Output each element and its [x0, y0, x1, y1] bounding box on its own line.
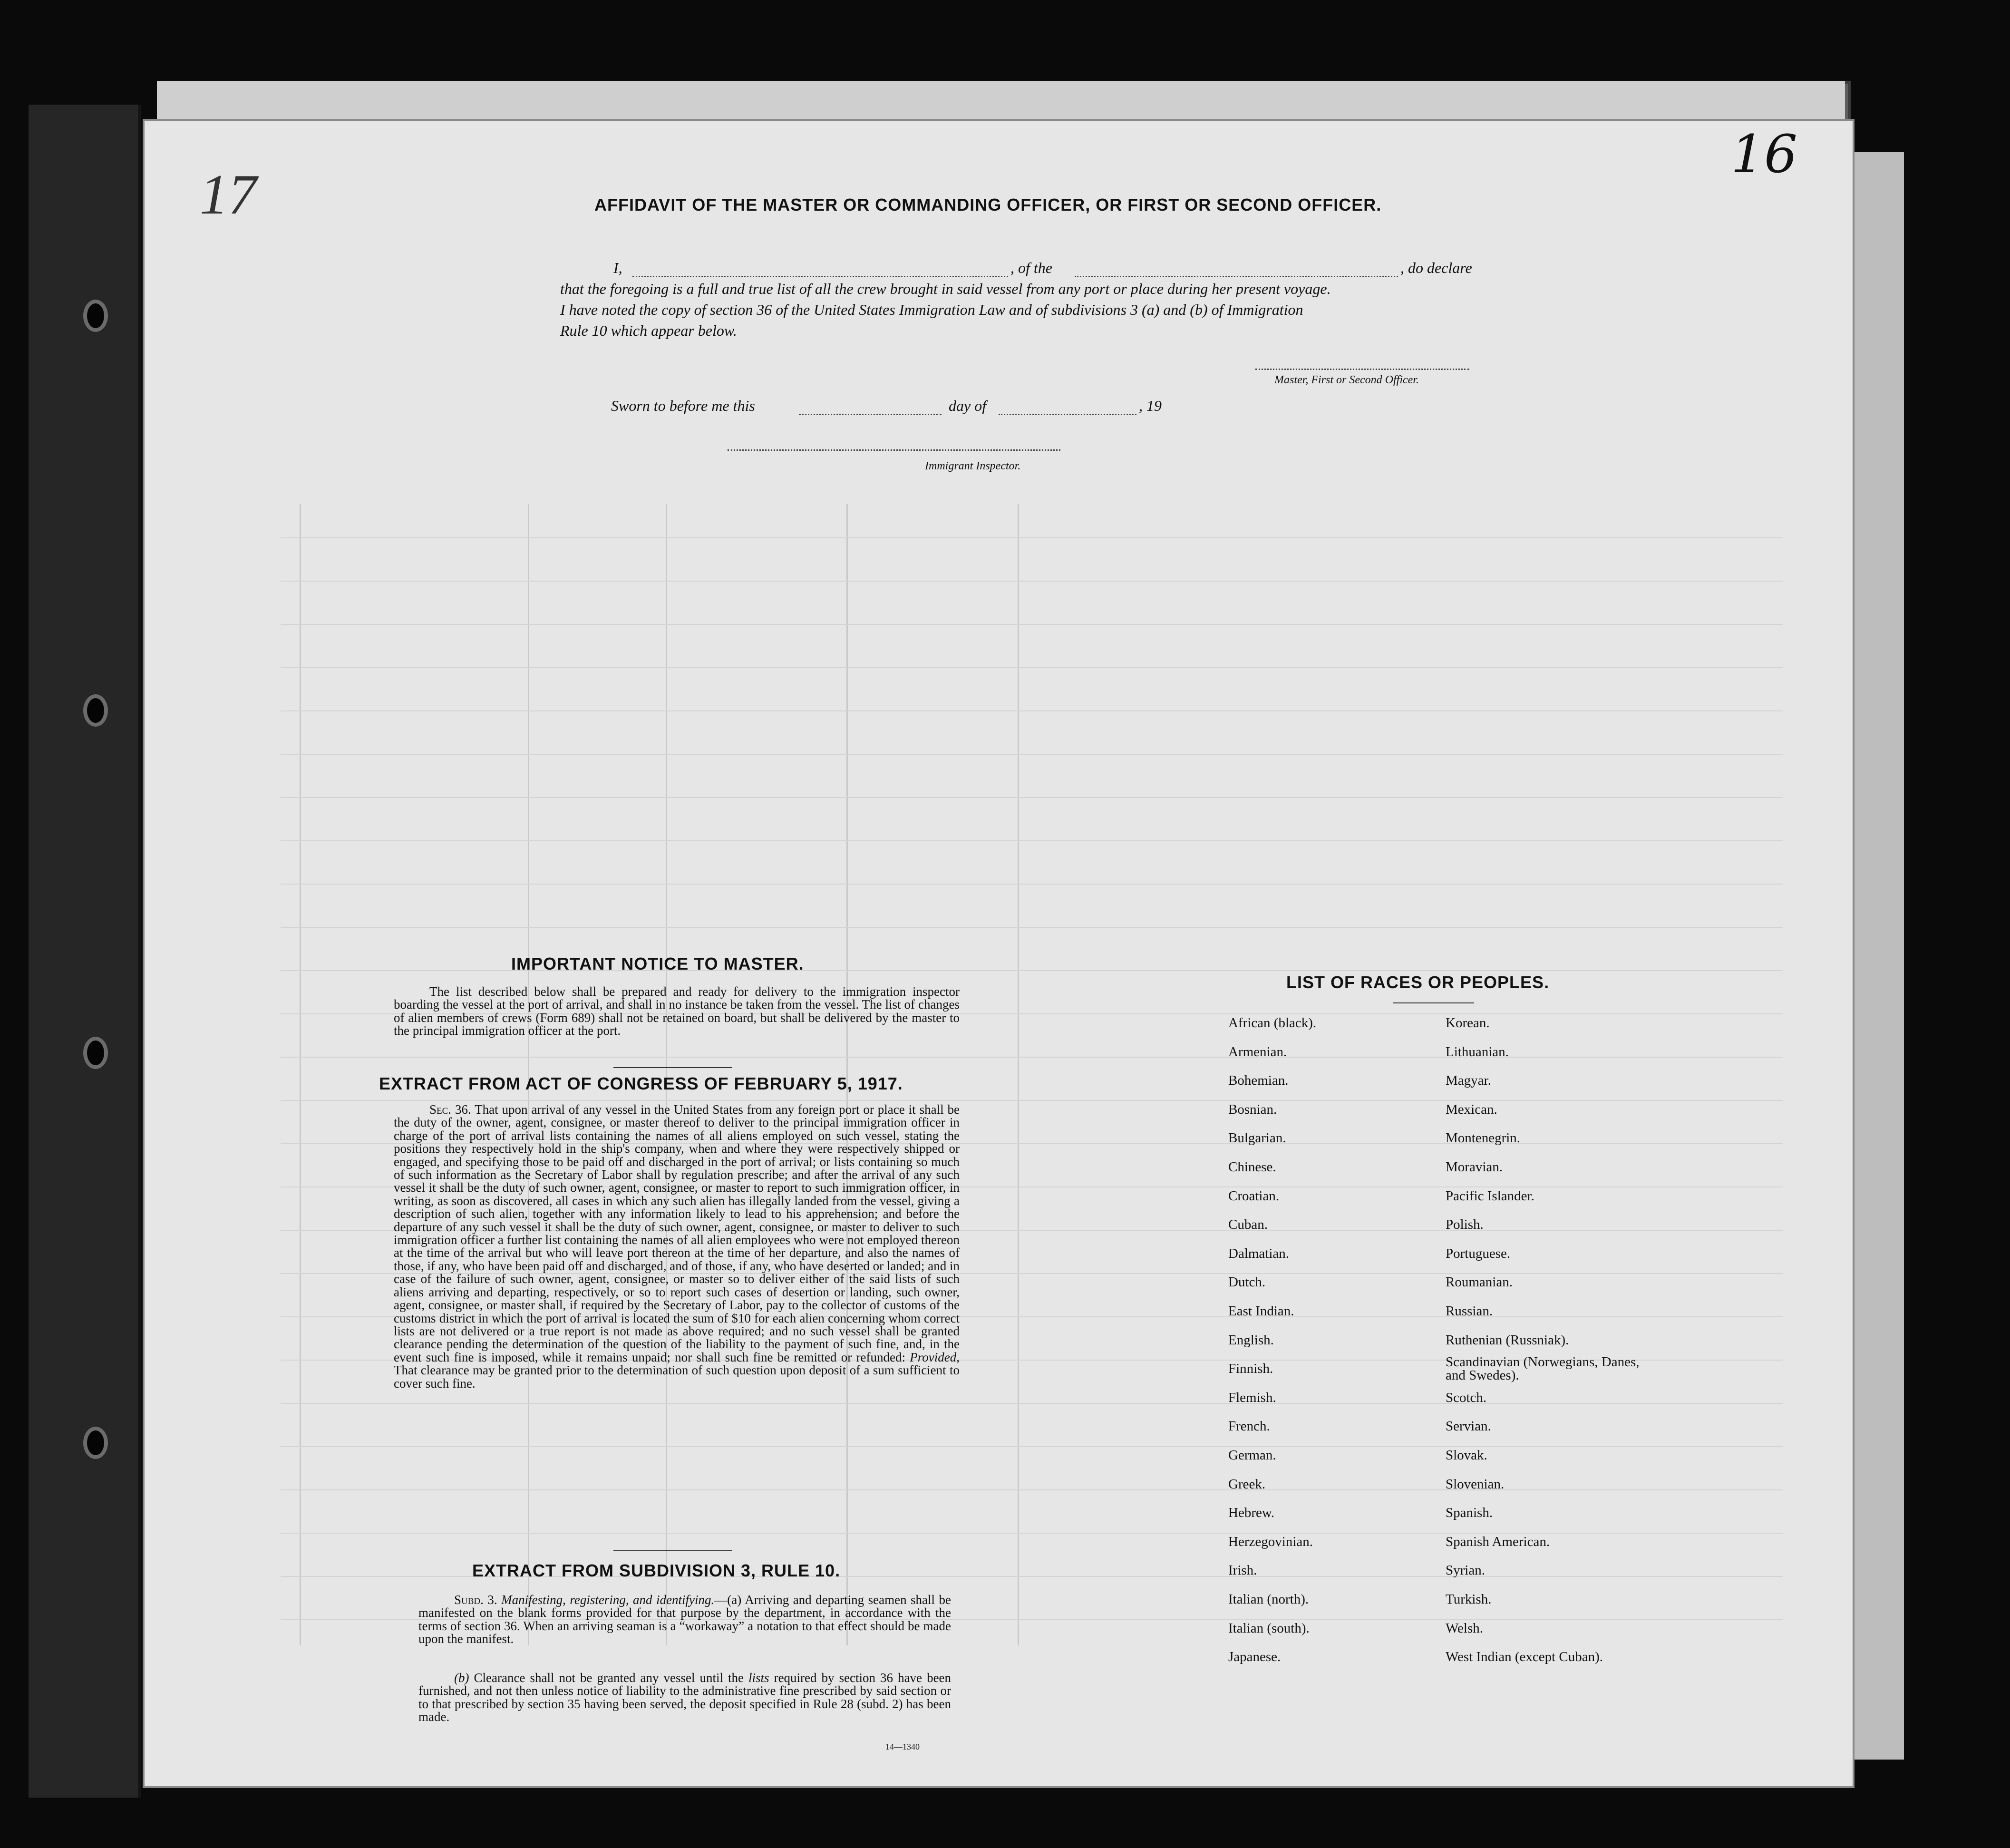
- section-lead: Sec. 36.: [429, 1102, 471, 1117]
- ghost-line: [281, 581, 1783, 582]
- sworn-label: Sworn to before me this: [611, 397, 755, 414]
- pencil-mark: 17: [200, 163, 257, 226]
- race-item: Bohemian.: [1228, 1073, 1289, 1088]
- race-item: Polish.: [1446, 1217, 1484, 1232]
- race-item: Portuguese.: [1446, 1246, 1511, 1261]
- affidavit-line-4: Rule 10 which appear below.: [560, 322, 737, 339]
- race-item: African (black).: [1228, 1015, 1317, 1031]
- sheet-number: 16: [1731, 124, 1797, 185]
- master-signature-blank[interactable]: [1255, 369, 1469, 370]
- document-page: [143, 119, 1855, 1788]
- ghost-line: [281, 1403, 1783, 1404]
- affidavit-i: I,: [613, 259, 622, 276]
- part-b-text-1: Clearance shall not be granted any vessel until the: [474, 1671, 744, 1685]
- race-item: Herzegovinian.: [1228, 1534, 1313, 1549]
- race-item: Lithuanian.: [1446, 1044, 1509, 1060]
- race-item: Montenegrin.: [1446, 1130, 1521, 1146]
- subdivision-title: Manifesting, registering, and identifying.: [501, 1593, 715, 1607]
- ghost-line: [281, 624, 1783, 625]
- race-item: Scotch.: [1446, 1390, 1487, 1405]
- extract-rule-part-b: [418, 1672, 951, 1724]
- provided-word: Provided,: [910, 1350, 960, 1364]
- binder-hole: [83, 694, 108, 727]
- important-notice-text: The list described below shall be prepared and ready for delivery to the immigration inspector boarding the vessel at the port of arrival, and shall in no instance be taken from the vessel. The list of changes of alien members of crews (Form 689) shall not be retained on board, but shall be delivered by the master to the principal immigration officer at the port.: [394, 984, 960, 1038]
- race-item: French.: [1228, 1419, 1270, 1434]
- race-item: Spanish.: [1446, 1505, 1493, 1520]
- extract-act-heading: EXTRACT FROM ACT OF CONGRESS OF FEBRUARY 5, 1917.: [379, 1074, 903, 1093]
- binder-hole: [83, 1037, 108, 1069]
- ghost-line: [281, 797, 1783, 798]
- part-b-lists: lists: [748, 1671, 769, 1685]
- race-item: Japanese.: [1228, 1649, 1281, 1664]
- race-item: Cuban.: [1228, 1217, 1268, 1232]
- race-item: English.: [1228, 1333, 1274, 1348]
- race-item: Syrian.: [1446, 1563, 1485, 1578]
- subdivision-lead: Subd. 3.: [454, 1593, 497, 1607]
- race-item: Greek.: [1228, 1477, 1266, 1492]
- race-item: Chinese.: [1228, 1159, 1276, 1175]
- affidavit-line-2: that the foregoing is a full and true list of all the crew brought in said vessel from any port or place during her present voyage.: [560, 280, 1331, 297]
- race-item: Turkish.: [1446, 1592, 1492, 1607]
- race-item: Slovak.: [1446, 1448, 1487, 1463]
- ghost-line: [281, 667, 1783, 668]
- divider-rule: [613, 1067, 732, 1068]
- divider-rule: [1393, 1002, 1474, 1003]
- sworn-month-blank[interactable]: [999, 414, 1136, 415]
- ghost-line: [281, 927, 1783, 928]
- master-caption: Master, First or Second Officer.: [1274, 374, 1419, 386]
- ghost-line: [281, 1057, 1783, 1058]
- race-item: Dalmatian.: [1228, 1246, 1290, 1261]
- ghost-line: [281, 537, 1783, 538]
- race-item: Hebrew.: [1228, 1505, 1275, 1520]
- race-item: Roumanian.: [1446, 1274, 1513, 1290]
- ghost-line: [281, 1533, 1783, 1534]
- binder-edge: [29, 105, 141, 1798]
- important-notice-heading: IMPORTANT NOTICE TO MASTER.: [511, 954, 804, 973]
- ghost-line: [300, 504, 301, 1645]
- section-36-text: That upon arrival of any vessel in the United States from any foreign port or place it shall be the duty of the owner, agent, consignee, or master thereof to deliver to the principal immigration officer in charge of the port of arrival lists containing the names of all aliens employed on such vessel, stating the positions they respectively hold in the ship's company, when and where they were respectively shipped or engaged, and specifying those to be paid off and discharged in the port of arrival; or lists containing so much of such information as the Secretary of Labor shall by regulation prescribe; and after the arrival of any such vessel it shall be the duty of such owner, agent, consignee, or master to report to such immigration officer, in writing, as soon as discovered, all cases in which any such alien has illegally landed from the vessel, giving a description of such alien, together with any information likely to lead to his apprehension; and before the departure of any such vessel it shall be the duty of such owner, agent, consignee, or master to deliver to such immigration officer a further list containing the names of all alien employees who were not employed thereon at the time of the arrival but who will leave port thereon at the time of her departure, and also the names of those, if any, who have been paid off and discharged, and of those, if any, who have deserted or landed; and in case of the failure of such owner, agent, consignee, or master so to deliver either of the said lists of such aliens arriving and departing, respectively, or so to report such cases of desertion or landing, such owner, agent, consignee, or master shall, if required by the Secretary of Labor, pay to the collector of customs of the customs district in which the port of arrival is located the sum of $10 for each alien concerning whom correct lists are not delivered or a true report is not made as above required; and no such vessel shall be granted clearance pending the determination of the question of the liability to the payment of such fine, and, in the event such fine is imposed, while it remains unpaid; nor shall such fine be remitted or refunded:: [394, 1102, 960, 1364]
- race-item: Scandinavian (Norwegians, Danes, and Swedes).: [1446, 1354, 1640, 1383]
- race-item: Slovenian.: [1446, 1477, 1505, 1492]
- day-of-label: day of: [949, 397, 987, 414]
- part-a-text: Arriving and departing seamen shall be manifested on the blank forms provided for that purpose by the department, in accordance with the terms of section 36. When an arriving seaman is a “workaway” a notation to that effect should be made upon the manifest.: [418, 1593, 952, 1646]
- ghost-line: [281, 1446, 1783, 1447]
- form-number: 14—1340: [885, 1742, 920, 1751]
- race-item: Italian (north).: [1228, 1592, 1309, 1607]
- sworn-day-blank[interactable]: [799, 414, 942, 415]
- affidavit-line-3: I have noted the copy of section 36 of the United States Immigration Law and of subdivisions 3 (a) and (b) of Immigration: [560, 301, 1303, 318]
- race-item: Moravian.: [1446, 1159, 1503, 1175]
- ghost-line: [281, 840, 1783, 841]
- part-b-text-2: required by section 36 have been furnished, and not then unless notice of liability to the administrative fine prescribed by said section or to that prescribed by section 35 having been served, the deposit specified in Rule 28 (subd. 2) has been made.: [418, 1671, 952, 1724]
- name-blank[interactable]: [632, 276, 1008, 277]
- race-item: Spanish American.: [1446, 1534, 1550, 1549]
- race-item: Flemish.: [1228, 1390, 1276, 1405]
- part-a-label: —(a): [714, 1593, 742, 1607]
- inspector-signature-blank[interactable]: [728, 449, 1060, 451]
- race-item: Ruthenian (Russniak).: [1446, 1333, 1569, 1348]
- race-item: Bulgarian.: [1228, 1130, 1286, 1146]
- race-item: Italian (south).: [1228, 1621, 1310, 1636]
- ghost-line: [281, 710, 1783, 711]
- binder-hole: [83, 1427, 108, 1459]
- affidavit-title: AFFIDAVIT OF THE MASTER OR COMMANDING OFFICER, OR FIRST OR SECOND OFFICER.: [594, 195, 1382, 214]
- ghost-line: [281, 1489, 1783, 1490]
- background-sheet-header-strip: [157, 81, 1845, 119]
- ghost-line: [281, 1100, 1783, 1101]
- extract-rule-heading: EXTRACT FROM SUBDIVISION 3, RULE 10.: [472, 1561, 841, 1580]
- race-item: Korean.: [1446, 1015, 1490, 1031]
- section-36-text-end: That clearance may be granted prior to the determination of such question upon deposit of a sum sufficient to cover such fine.: [394, 1363, 960, 1391]
- race-item: West Indian (except Cuban).: [1446, 1649, 1603, 1664]
- race-item: Russian.: [1446, 1303, 1493, 1319]
- ghost-line: [281, 970, 1783, 971]
- ghost-line: [281, 884, 1783, 885]
- races-heading: LIST OF RACES OR PEOPLES.: [1286, 973, 1550, 992]
- race-item: Magyar.: [1446, 1073, 1491, 1088]
- affidavit-of-the: , of the: [1010, 259, 1052, 276]
- race-item: Armenian.: [1228, 1044, 1287, 1060]
- race-item: Dutch.: [1228, 1274, 1266, 1290]
- race-item: Bosnian.: [1228, 1102, 1277, 1117]
- vessel-blank[interactable]: [1075, 276, 1398, 277]
- race-item: Mexican.: [1446, 1102, 1497, 1117]
- part-b-label: (b): [454, 1671, 469, 1685]
- binder-hole: [83, 300, 108, 332]
- race-item: Finnish.: [1228, 1361, 1273, 1376]
- race-item: Irish.: [1228, 1563, 1257, 1578]
- race-item: Croatian.: [1228, 1188, 1280, 1204]
- extract-act-text: [394, 1103, 960, 1390]
- divider-rule: [613, 1550, 732, 1551]
- race-item: Welsh.: [1446, 1621, 1484, 1636]
- inspector-caption: Immigrant Inspector.: [925, 460, 1021, 472]
- race-item: East Indian.: [1228, 1303, 1294, 1319]
- race-item: Servian.: [1446, 1419, 1491, 1434]
- race-item: German.: [1228, 1448, 1276, 1463]
- year-prefix: , 19: [1139, 397, 1162, 414]
- ghost-line: [1018, 504, 1019, 1645]
- ghost-line: [281, 754, 1783, 755]
- race-item: Pacific Islander.: [1446, 1188, 1534, 1204]
- affidavit-do-declare: , do declare: [1400, 259, 1472, 276]
- extract-rule-part-a: [418, 1594, 951, 1646]
